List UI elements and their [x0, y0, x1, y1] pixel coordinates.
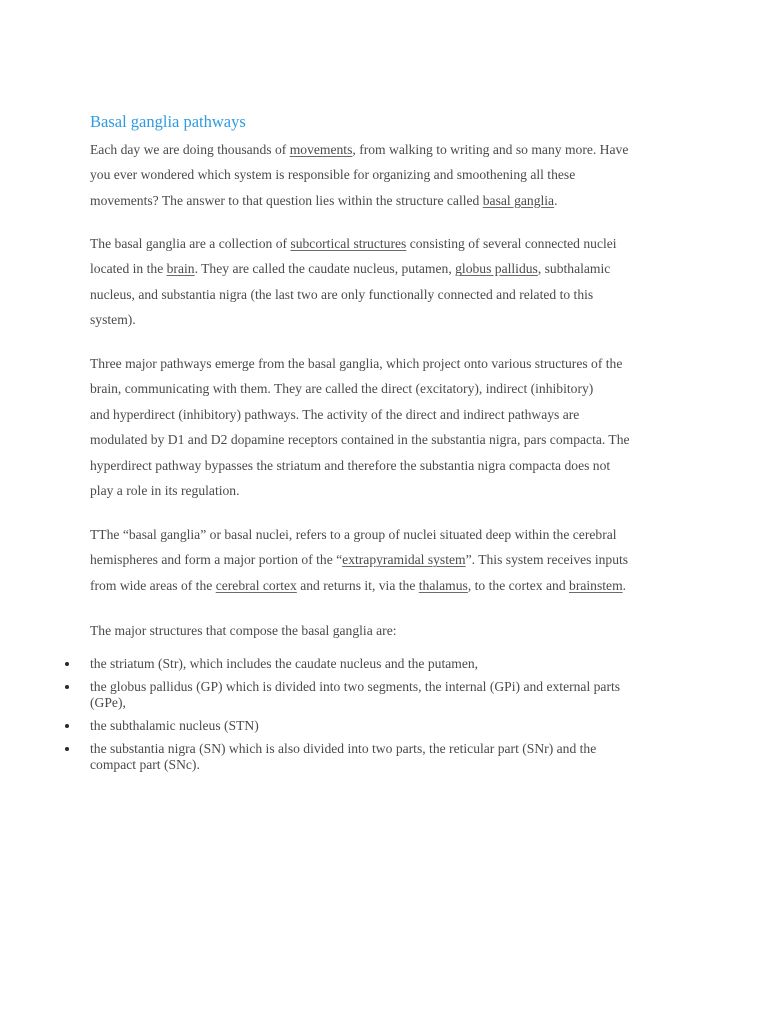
link-subcortical-structures[interactable]: subcortical structures	[290, 236, 407, 251]
link-globus-pallidus[interactable]: globus pallidus	[455, 261, 538, 277]
list-item: the globus pallidus (GP) which is divided into two segments, the internal (GPi) and external parts (GPe),	[0, 679, 670, 711]
structures-intro: The major structures that compose the basal ganglia are:	[90, 623, 397, 638]
link-brain[interactable]: brain	[166, 261, 195, 277]
pathways-paragraph: Three major pathways emerge from the basal ganglia, which project onto various structures of the brain, communicating with them. They are called the direct (excitatory), indirect (inhibitory) and hyperdirect (inhibitory) pathways. The activity of the direct and indirect pathways are modulated by D1 and D2 dopamine receptors contained in the substantia nigra, pars compacta. The hyperdirect pathway bypasses the striatum and therefore the substantia nigra compacta does not play a role in its regulation.	[90, 356, 630, 498]
definition-paragraph: The basal ganglia are a collection of subcortical structures consisting of several connected nuclei located in the brain. They are called the caudate nucleus, putamen, globus pallidus, subthalamic nucleus, and substantia nigra (the last two are only functionally connected and related to this system).	[90, 236, 617, 328]
link-movements[interactable]: movements	[289, 142, 353, 157]
link-extrapyramidal-system[interactable]: extrapyramidal system	[342, 552, 466, 568]
link-thalamus[interactable]: thalamus	[418, 577, 468, 593]
structures-list	[0, 656, 768, 780]
link-brainstem[interactable]: brainstem	[569, 577, 623, 593]
intro-paragraph: Each day we are doing thousands of movements, from walking to writing and so many more. Have you ever wondered which system is responsible for organizing and smoothening all these movements? The answer to that question lies within the structure called basal ganglia.	[90, 142, 629, 208]
list-item: the substantia nigra (SN) which is also divided into two parts, the reticular part (SNr) and the compact part (SNc).	[0, 741, 670, 773]
bullet-icon	[65, 747, 69, 751]
page-title: Basal ganglia pathways	[90, 112, 246, 131]
link-cerebral-cortex[interactable]: cerebral cortex	[215, 577, 297, 593]
nuclei-paragraph: TThe “basal ganglia” or basal nuclei, refers to a group of nuclei situated deep within the cerebral hemispheres and form a major portion of the “extrapyramidal system”. This system receives inputs from wide areas of the cerebral cortex and returns it, via the thalamus, to the cortex and brainstem.	[90, 527, 629, 593]
link-basal-ganglia[interactable]: basal ganglia	[482, 192, 555, 208]
bullet-icon	[65, 685, 69, 689]
bullet-icon	[65, 662, 69, 666]
bullet-icon	[65, 724, 69, 728]
list-item: the striatum (Str), which includes the caudate nucleus and the putamen,	[0, 656, 670, 672]
list-item: the subthalamic nucleus (STN)	[0, 718, 670, 734]
